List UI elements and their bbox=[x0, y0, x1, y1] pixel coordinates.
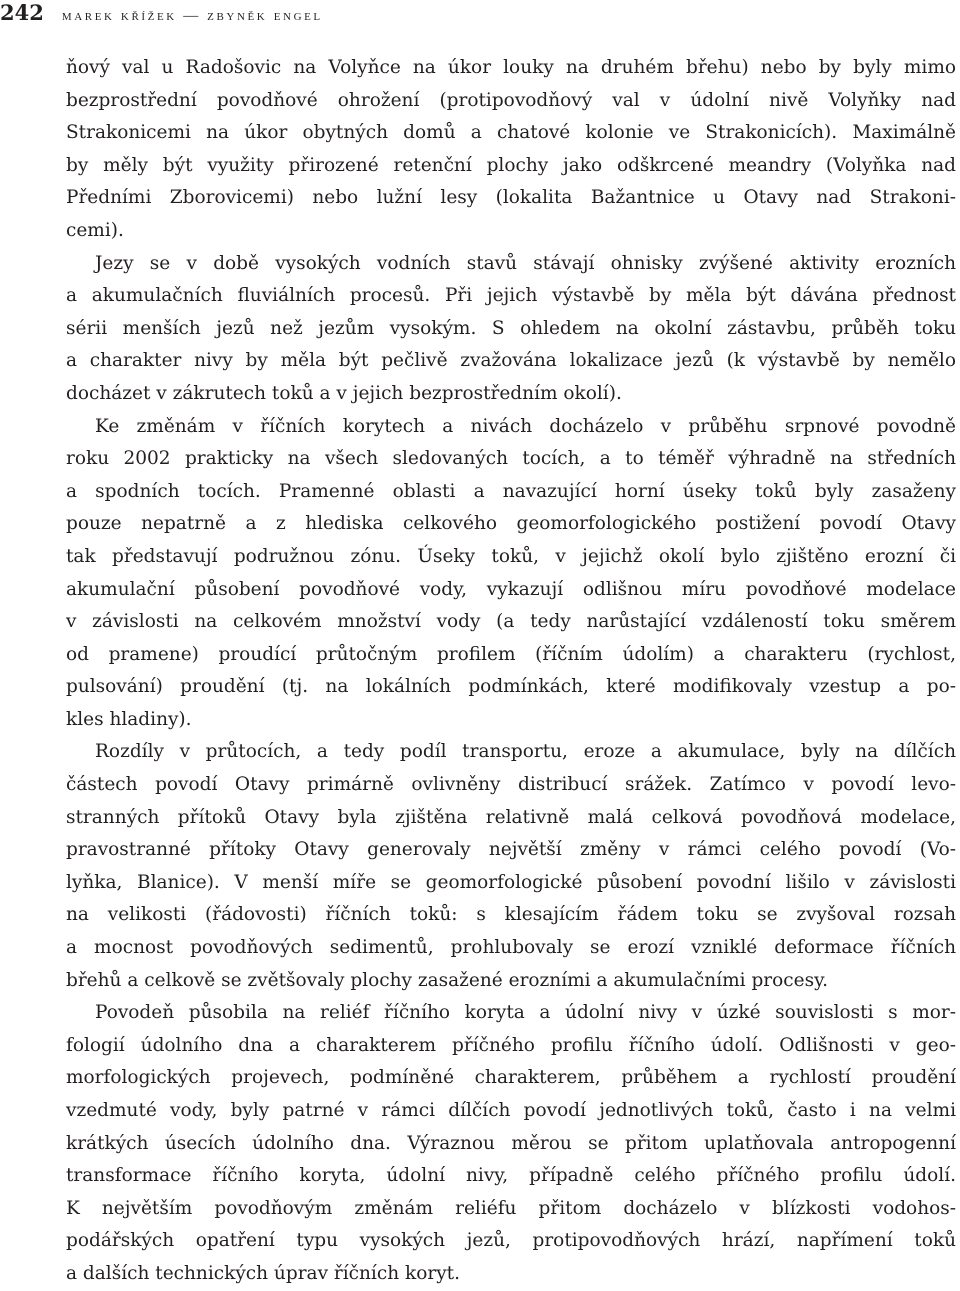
page-number: 242 bbox=[0, 0, 44, 25]
text-line: akumulační působení povodňové vody, vykazují odlišnou míru povodňové modelace bbox=[66, 578, 956, 600]
paragraph bbox=[66, 411, 956, 737]
paragraph bbox=[66, 52, 956, 248]
text-line: Rozdíly v průtocích, a tedy podíl transportu, eroze a akumulace, byly na dílčích bbox=[95, 741, 956, 763]
text-line: pulsování) proudění (tj. na lokálních podmínkách, které modifikovaly vzestup a po- bbox=[66, 676, 956, 698]
text-line: částech povodí Otavy primárně ovlivněny distribucí srážek. Zatímco v povodí levo- bbox=[66, 774, 956, 796]
text-line: Jezy se v době vysokých vodních stavů stávají ohnisky zvýšené aktivity erozních bbox=[95, 252, 956, 274]
text-line: Ke změnám v říčních korytech a nivách docházelo v průběhu srpnové povodně bbox=[95, 415, 956, 437]
text-line: a charakter nivy by měla být pečlivě zvažována lokalizace jezů (k výstavbě by nemělo bbox=[66, 350, 956, 372]
paragraph bbox=[66, 736, 956, 997]
text-line: a spodních tocích. Pramenné oblasti a navazující horní úseky toků byly zasaženy bbox=[66, 480, 956, 502]
text-line: morfologických projevech, podmíněné charakterem, průběhem a rychlostí proudění bbox=[66, 1067, 956, 1089]
text-line: od pramene) proudící průtočným profilem (říčním údolím) a charakteru (rychlost, bbox=[66, 643, 956, 665]
paragraph bbox=[66, 248, 956, 411]
text-line: krátkých úsecích údolního dna. Výraznou měrou se přitom uplatňovala antropogenní bbox=[66, 1132, 956, 1154]
text-line: v závislosti na celkovém množství vody (a tedy narůstající vzdáleností toku směrem bbox=[66, 611, 956, 633]
text-line: pravostranné přítoky Otavy generovaly největší změny v rámci celého povodí (Vo- bbox=[66, 839, 956, 861]
running-head-authors: marek křížek — zbyněk engel bbox=[61, 8, 323, 24]
text-line: bezprostřední povodňové ohrožení (protipovodňový val v údolní nivě Volyňky nad bbox=[66, 89, 956, 111]
text-line: vzedmuté vody, byly patrné v rámci dílčích povodí jednotlivých toků, často i na velmi bbox=[66, 1100, 956, 1121]
text-line: Strakonicemi na úkor obytných domů a chatové kolonie ve Strakonicích). Maximálně bbox=[66, 122, 956, 144]
text-line: cemi). bbox=[66, 219, 124, 241]
text-line: kles hladiny). bbox=[66, 708, 192, 730]
text-line: Povodeň působila na reliéf říčního koryta a údolní nivy v úzké souvislosti s mor- bbox=[95, 1002, 956, 1024]
text-line: fologií údolního dna a charakterem příčného profilu říčního údolí. Odlišnosti v geo- bbox=[66, 1034, 956, 1056]
text-line: a akumulačních fluviálních procesů. Při jejich výstavbě by měla být dávána přednost bbox=[66, 285, 956, 307]
text-line: stranných přítoků Otavy byla zjištěna relativně malá celková povodňová modelace, bbox=[66, 806, 956, 828]
text-line: transformace říčního koryta, údolní nivy, případně celého příčného profilu údolí. bbox=[66, 1165, 956, 1187]
text-line: na velikosti (řádovosti) říčních toků: s klesajícím řádem toku se zvyšoval rozsah bbox=[66, 904, 956, 926]
text-line: břehů a celkově se zvětšovaly plochy zasažené erozními a akumulačními procesy. bbox=[66, 969, 828, 991]
text-line: lyňka, Blanice). V menší míře se geomorfologické působení povodní lišilo v závislosti bbox=[66, 871, 956, 893]
text-line: sérii menších jezů než jezům vysokým. S ohledem na okolní zástavbu, průběh toku bbox=[66, 317, 956, 339]
text-line: ňový val u Radošovic na Volyňce na úkor louky na druhém břehu) nebo by byly mimo bbox=[66, 57, 956, 78]
body-text bbox=[66, 52, 956, 1291]
paragraph bbox=[66, 997, 956, 1290]
text-line: by měly být využity přirozené retenční plochy jako odškrcené meandry (Volyňka nad bbox=[66, 154, 956, 176]
text-line: pouze nepatrně a z hlediska celkového geomorfologického postižení povodí Otavy bbox=[66, 513, 956, 535]
text-line: tak představují podružnou zónu. Úseky toků, v jejichž okolí bylo zjištěno erozní či bbox=[66, 545, 956, 567]
text-line: podářských opatření typu vysokých jezů, protipovodňových hrází, napřímení toků bbox=[66, 1230, 956, 1252]
text-line: docházet v zákrutech toků a v jejich bezprostředním okolí). bbox=[66, 382, 622, 404]
text-line: a dalších technických úprav říčních koryt. bbox=[66, 1262, 460, 1284]
running-head bbox=[0, 0, 323, 26]
text-line: a mocnost povodňových sedimentů, prohlubovaly se erozí vzniklé deformace říčních bbox=[66, 937, 956, 959]
text-line: Předními Zborovicemi) nebo lužní lesy (lokalita Bažantnice u Otavy nad Strakoni- bbox=[66, 187, 956, 209]
text-line: K největším povodňovým změnám reliéfu přitom docházelo v blízkosti vodohos- bbox=[66, 1197, 956, 1219]
text-line: roku 2002 prakticky na všech sledovaných tocích, a to téměř výhradně na středních bbox=[66, 448, 956, 470]
